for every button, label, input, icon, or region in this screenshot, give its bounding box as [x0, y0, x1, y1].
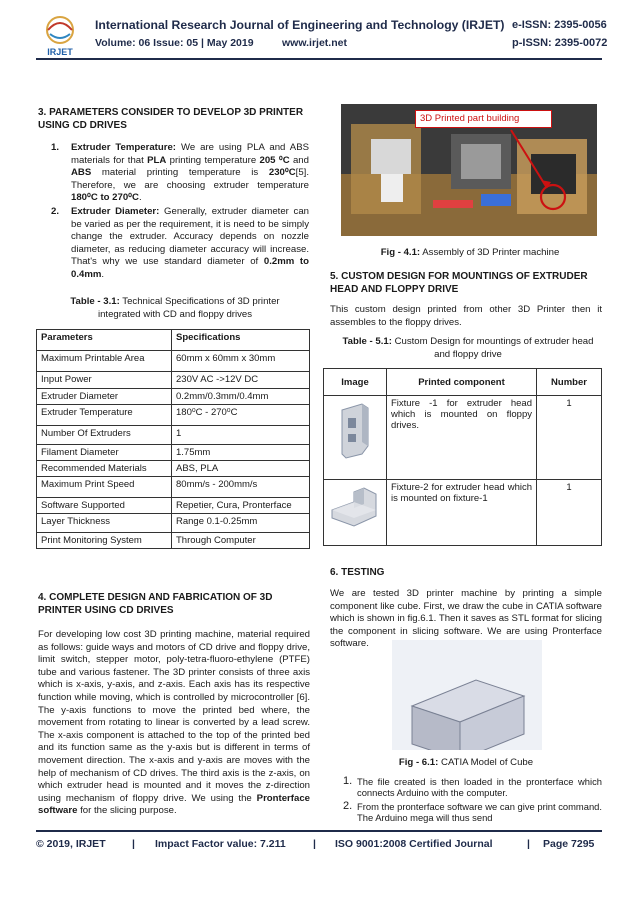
svg-text:IRJET: IRJET: [47, 47, 73, 57]
list-item: 1. Extruder Temperature: We are using PLA and ABS materials for that PLA printing temperature 205 ⁰C and ABS material printing temperature is 230⁰C[5]. Therefore, we are choosing extruder temperature 180⁰C to 270⁰C.: [51, 142, 309, 204]
table-header-row: Parameters Specifications: [37, 330, 310, 351]
footer-rule: [36, 830, 602, 832]
section-3-heading: 3. PARAMETERS CONSIDER TO DEVELOP 3D PRINTER USING CD DRIVES: [38, 107, 304, 131]
footer-separator: |: [313, 838, 316, 850]
e-issn: e-ISSN: 2395-0056: [512, 19, 607, 31]
list-item: 1. The file created is then loaded in the pronterface which connects Arduino with the computer.: [343, 775, 602, 799]
journal-website[interactable]: www.irjet.net: [282, 37, 347, 49]
spec-table: [36, 329, 310, 549]
photo-callout: 3D Printed part building: [415, 110, 552, 128]
volume-issue: Volume: 06 Issue: 05 | May 2019: [95, 37, 254, 49]
footer-iso: ISO 9001:2008 Certified Journal: [335, 838, 493, 850]
page-number: Page 7295: [543, 838, 595, 850]
section-4-heading: 4. COMPLETE DESIGN AND FABRICATION OF 3D PRINTER USING CD DRIVES: [38, 592, 273, 616]
catia-cube-model: [392, 640, 542, 750]
fixture-2-image: [324, 480, 387, 546]
table-row: Filament Diameter 1.75mm: [37, 445, 310, 461]
journal-title: International Research Journal of Engineering and Technology (IRJET): [95, 18, 505, 32]
section-4-paragraph: For developing low cost 3D printing machine, material required as follows: guide ways and motors of CD drive and floppy drive, limit switch, stepper motor, poly-tetra-fluoro-ethylene (PTFE) tube and various fastener. The 3D printer consists of three axis which is x-axis, y-axis, and z-axis. Each axis has its respective function while moving, which is controlled by microcontroller [6]. The y-axis functions to move the printed bed where, the movement from rotating to linear is converted by a lead screw. The x-axis component is attached to the top of the printed bed and its function same as the y-axis but is different in terms of movement direction. The x-axis and y-axis are moves with the help of mechanism of CD drives. The third axis is the z-axis, on which extruder head is mounted and it moves the z-direction using mechanism of floppy drive. We using the Pronterface software for the slicing purpose.: [38, 629, 310, 817]
section-5-paragraph: This custom design printed from other 3D Printer then it assembles to the floppy drives.: [330, 304, 602, 328]
p-issn: p-ISSN: 2395-0072: [512, 37, 608, 49]
table-row: Print Monitoring System Through Computer: [37, 533, 310, 549]
fixture-1-image: [324, 396, 387, 480]
list-item: 2. Extruder Diameter: Generally, extruder diameter can be varied as per the requirement, it is need to be simply change the extruder. Accuracy depends on nozzle diameter, as reducing diameter accuracy will increase. That's why we use standard diameter of 0.2mm to 0.4mm.: [51, 205, 309, 280]
header-rule: [36, 58, 602, 60]
table-row: Extruder Temperature 180⁰C - 270⁰C: [37, 405, 310, 426]
section-6-steps-rendered: [343, 776, 602, 823]
table-3-1-caption: Table - 3.1: Technical Specifications of 3D printer integrated with CD and floppy drives: [70, 296, 280, 320]
table-header-row: Image Printed component Number: [324, 369, 602, 396]
table-row: Software Supported Repetier, Cura, Pronterface: [37, 498, 310, 514]
footer-impact-factor: Impact Factor value: 7.211: [155, 838, 286, 850]
table-row: Number Of Extruders 1: [37, 426, 310, 445]
table-row: Extruder Diameter 0.2mm/0.3mm/0.4mm: [37, 389, 310, 405]
mountings-table: [323, 368, 602, 546]
irjet-logo: [36, 14, 84, 58]
list-item: 2. From the pronterface software we can give print command. The Arduino mega will thus send: [343, 799, 602, 823]
fig-6-1-caption: Fig - 6.1: CATIA Model of Cube: [398, 757, 534, 768]
section-3-list: [51, 142, 309, 283]
table-row: Layer Thickness Range 0.1-0.25mm: [37, 514, 310, 533]
table-row: Input Power 230V AC ->12V DC: [37, 372, 310, 389]
table-row: Fixture -1 for extruder head which is mounted on floppy drives. 1: [324, 396, 602, 480]
section-6-heading: 6. TESTING: [330, 567, 385, 578]
footer-copyright: © 2019, IRJET: [36, 838, 106, 850]
table-5-1-caption: Table - 5.1: Custom Design for mountings of extruder head and floppy drive: [342, 336, 594, 360]
table-row: Fixture-2 for extruder head which is mounted on fixture-1 1: [324, 480, 602, 546]
section-5-heading: 5. CUSTOM DESIGN FOR MOUNTINGS OF EXTRUDER HEAD AND FLOPPY DRIVE: [330, 271, 588, 295]
footer-separator: |: [132, 838, 135, 850]
table-row: Maximum Print Speed 80mm/s - 200mm/s: [37, 477, 310, 498]
table-row: Recommended Materials ABS, PLA: [37, 461, 310, 477]
table-row: Maximum Printable Area 60mm x 60mm x 30mm: [37, 351, 310, 372]
section-6-paragraph: We are tested 3D printer machine by printing a simple component like cube. First, we draw the cube in CATIA software which is shown in fig.6.1. Then it saves as STL format for slicing the component in slicing software. We are using Pronterface software.: [330, 588, 602, 650]
footer-separator: |: [527, 838, 530, 850]
fig-4-1-caption: Fig - 4.1: Assembly of 3D Printer machine: [380, 247, 560, 258]
